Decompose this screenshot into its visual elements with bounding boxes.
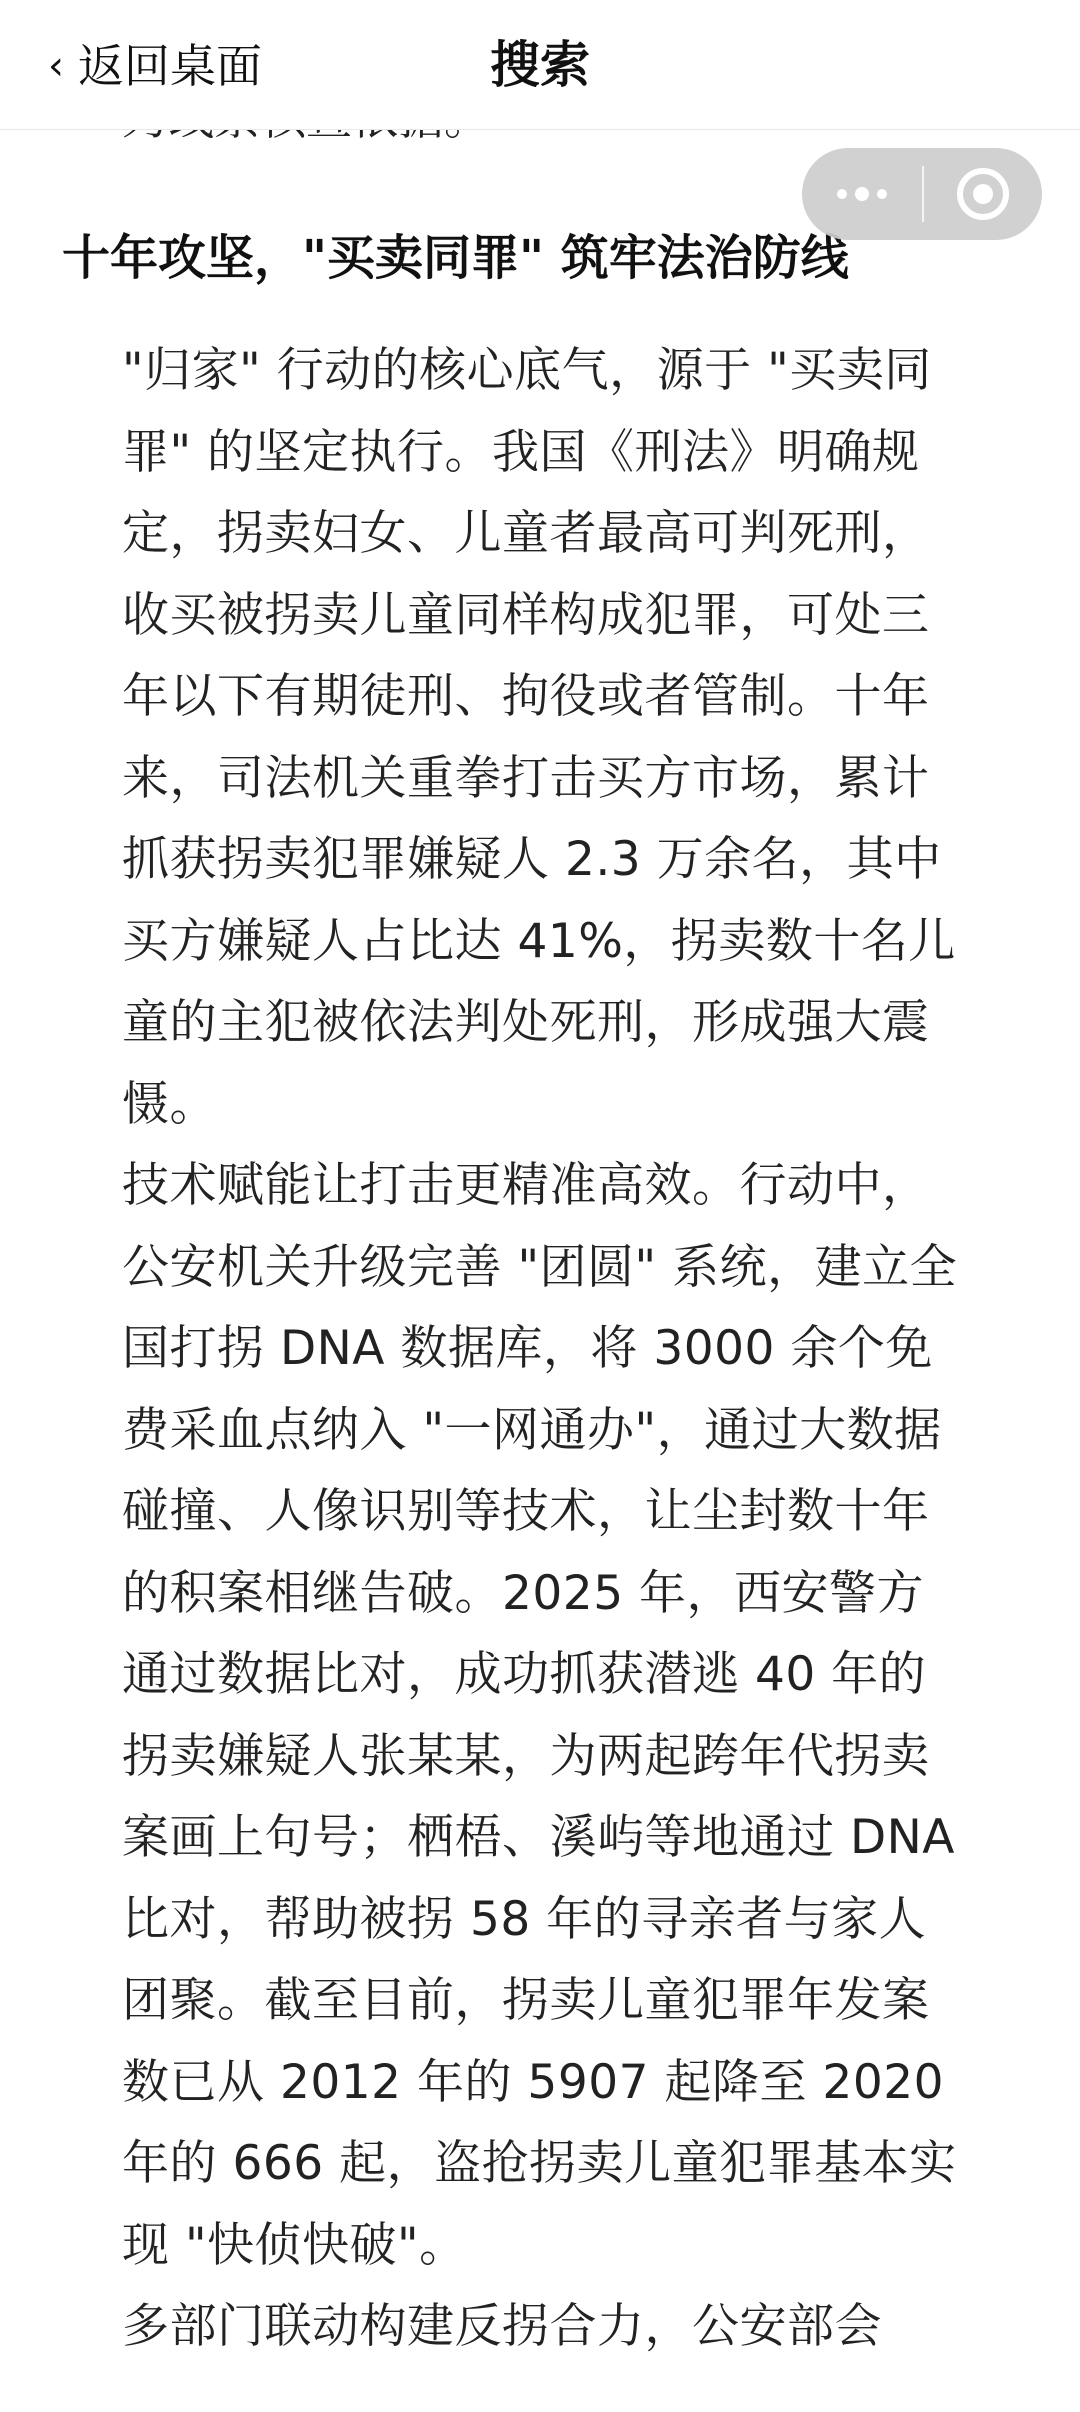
more-button[interactable]	[802, 148, 922, 240]
article-body	[122, 330, 962, 2368]
close-miniprogram-button[interactable]	[924, 148, 1042, 240]
miniprogram-capsule	[802, 148, 1042, 240]
paragraph-multi-department: 多部门联动构建反拐合力，公安部会	[122, 2299, 882, 2354]
section-heading: 十年攻坚，"买卖同罪" 筑牢法治防线	[62, 230, 849, 286]
close-miniprogram-icon	[957, 168, 1009, 220]
paragraph-buy-sell-same-crime: "归家" 行动的核心底气，源于 "买卖同罪" 的坚定执行。我国《刑法》明确规定，拐卖妇女、儿童者最高可判死刑，收买被拐卖儿童同样构成犯罪，可处三年以下有期徒刑、拘役或者管制。十年来，司法机关重拳打击买方市场，累计抓获拐卖犯罪嫌疑人 2.3 万余名，其中买方嫌疑人占比达 41%，拐卖数十名儿童的主犯被依法判处死刑，形成强大震慑。	[122, 343, 956, 1132]
top-navigation-bar	[0, 0, 1080, 130]
paragraph-technology: 技术赋能让打击更精准高效。行动中，公安机关升级完善 "团圆" 系统，建立全国打拐 DNA 数据库，将 3000 余个免费采血点纳入 "一网通办"，通过大数据碰撞、人像识别等技术，让尘封数十年的积案相继告破。2025 年，西安警方通过数据比对，成功抓获潜逃 40 年的拐卖嫌疑人张某某，为两起跨年代拐卖案画上句号；栖梧、溪屿等地通过 DNA 比对，帮助被拐 58 年的寻亲者与家人团聚。截至目前，拐卖儿童犯罪年发案数已从 2012 年的 5907 起降至 2020 年的 666 起，盗抢拐卖儿童犯罪基本实现 "快侦快破"。	[122, 1158, 958, 2273]
chevron-left-icon: ‹	[48, 43, 64, 89]
more-dots-icon	[837, 187, 887, 201]
page-title: 搜索	[490, 36, 590, 94]
back-button-label: 返回桌面	[78, 39, 262, 93]
